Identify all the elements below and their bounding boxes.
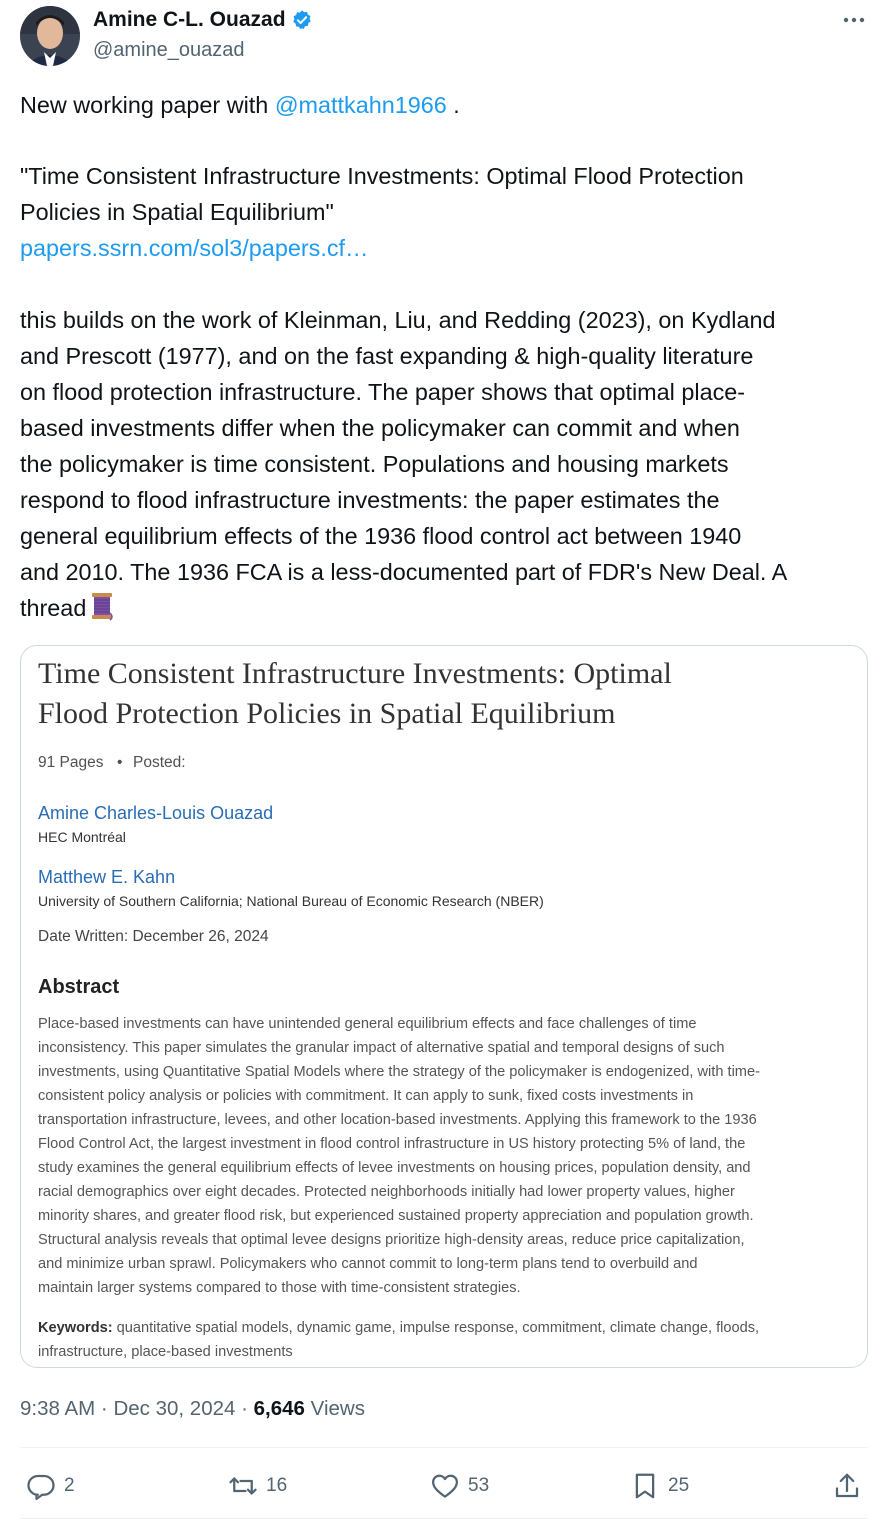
abstract-heading: Abstract xyxy=(38,976,120,998)
keywords-line-1 xyxy=(38,1316,759,1340)
abstract-line: Place-based investments can have unintended general equilibrium effects and face challenges of time xyxy=(38,1016,697,1032)
tweet-quote-line-1: "Time Consistent Infrastructure Investments: Optimal Flood Protection xyxy=(20,163,744,189)
abstract-line: Structural analysis reveals that optimal levee designs prioritize high-density areas, reduce price capitalization, xyxy=(38,1232,745,1248)
keywords-line-2: infrastructure, place-based investments xyxy=(38,1344,293,1360)
like-heart-icon xyxy=(430,1471,460,1501)
card-author-link[interactable]: Matthew E. Kahn xyxy=(38,867,176,887)
tweet-body-line: based investments differ when the policymaker can commit and when xyxy=(20,415,740,441)
share-button[interactable] xyxy=(832,1466,862,1506)
spool-of-thread-icon xyxy=(90,591,114,621)
abstract-line: minority shares, and greater flood risk, but experienced sustained property appreciation and population growth. xyxy=(38,1208,754,1224)
avatar[interactable] xyxy=(20,6,80,66)
bookmark-icon xyxy=(630,1471,660,1501)
abstract-line: and minimize urban sprawl. Policymakers who cannot commit to long-term plans tend to overbuild and xyxy=(38,1256,698,1272)
tweet-body-line: and 2010. The 1936 FCA is a less-documented part of FDR's New Deal. A xyxy=(20,559,788,585)
keywords-label: Keywords: xyxy=(38,1320,113,1336)
card-author-affiliation: HEC Montréal xyxy=(38,829,126,845)
abstract-line: racial demographics over eight decades. Protected neighborhoods initially had lower property values, higher xyxy=(38,1184,735,1200)
like-count: 53 xyxy=(468,1475,490,1496)
card-author-affiliation: University of Southern California; National Bureau of Economic Research (NBER) xyxy=(38,893,544,909)
author-name[interactable]: Amine C-L. Ouazad xyxy=(93,8,286,31)
posted-label: Posted: xyxy=(133,754,186,771)
abstract-line: inconsistency. This paper simulates the granular impact of alternative spatial and temporal designs of such xyxy=(38,1040,725,1056)
tweet-time[interactable]: 9:38 AM xyxy=(20,1397,96,1420)
paper-title-line-1: Time Consistent Infrastructure Investments: Optimal xyxy=(38,657,672,690)
bookmark-count: 25 xyxy=(668,1475,690,1496)
tweet-body-line: this builds on the work of Kleinman, Liu, and Redding (2023), on Kydland xyxy=(20,307,776,333)
divider xyxy=(20,1447,868,1448)
author-handle[interactable]: @amine_ouazad xyxy=(93,39,245,61)
tweet-body-last-line xyxy=(20,590,114,626)
tweet-body-line: general equilibrium effects of the 1936 flood control act between 1940 xyxy=(20,523,742,549)
paper-link[interactable]: papers.ssrn.com/sol3/papers.cf… xyxy=(20,235,369,261)
avatar-photo xyxy=(20,6,80,66)
date-written: Date Written: December 26, 2024 xyxy=(38,928,269,945)
card-author-link[interactable]: Amine Charles-Louis Ouazad xyxy=(38,803,274,823)
tweet-intro-end: . xyxy=(446,92,460,118)
paper-preview-card[interactable] xyxy=(20,645,868,1368)
divider xyxy=(20,1518,868,1519)
abstract-line: investments, using Quantitative Spatial Models where the strategy of the policymaker is endogenized, with time- xyxy=(38,1064,760,1080)
bookmark-button[interactable] xyxy=(630,1466,689,1506)
abstract-line: maintain larger systems compared to those with time-consistent strategies. xyxy=(38,1280,521,1296)
abstract-line: consistent policy analysis or policies with commitment. It can apply to sunk, fixed costs investments in xyxy=(38,1088,694,1104)
views-label: Views xyxy=(310,1397,365,1420)
tweet-intro-text: New working paper with xyxy=(20,92,275,118)
meta-dot: · xyxy=(100,1397,108,1420)
tweet-quote-line-2: Policies in Spatial Equilibrium" xyxy=(20,199,334,225)
reply-button[interactable] xyxy=(26,1466,75,1506)
verified-badge-icon xyxy=(291,9,313,31)
author-name-row[interactable] xyxy=(93,6,313,34)
tweet-body-line: on flood protection infrastructure. The paper shows that optimal place- xyxy=(20,379,746,405)
tweet-meta xyxy=(20,1394,365,1424)
like-button[interactable] xyxy=(430,1466,489,1506)
meta-separator: • xyxy=(117,754,123,771)
tweet-body-line: respond to flood infrastructure investments: the paper estimates the xyxy=(20,487,720,513)
views-count: 6,646 xyxy=(253,1397,305,1420)
tweet-body-line: the policymaker is time consistent. Populations and housing markets xyxy=(20,451,729,477)
tweet-date[interactable]: Dec 30, 2024 xyxy=(113,1397,236,1420)
share-icon xyxy=(832,1471,862,1501)
paper-title-line-2: Flood Protection Policies in Spatial Equilibrium xyxy=(38,697,616,730)
tweet-body-line: and Prescott (1977), and on the fast expanding & high-quality literature xyxy=(20,343,754,369)
page-count: 91 Pages xyxy=(38,754,104,771)
reply-count: 2 xyxy=(64,1475,75,1496)
abstract-line: Flood Control Act, the largest investment in flood control infrastructure in US history protecting 5% of land, the xyxy=(38,1136,746,1152)
reply-icon xyxy=(26,1471,56,1501)
abstract-line: study examines the general equilibrium effects of levee investments on housing prices, population density, and xyxy=(38,1160,751,1176)
more-horizontal-icon xyxy=(842,16,866,24)
tweet-last-word: thread xyxy=(20,595,87,621)
repost-count: 16 xyxy=(266,1475,288,1496)
abstract-line: transportation infrastructure, levees, and other location-based investments. Applying this framework to the 1936 xyxy=(38,1112,757,1128)
repost-button[interactable] xyxy=(228,1466,287,1506)
repost-icon xyxy=(228,1471,258,1501)
meta-dot: · xyxy=(241,1397,248,1420)
more-button[interactable] xyxy=(838,6,870,34)
mention-link[interactable]: @mattkahn1966 xyxy=(274,92,447,118)
tweet-line-intro xyxy=(20,87,460,123)
keywords-text: quantitative spatial models, dynamic game, impulse response, commitment, climate change, floods, xyxy=(112,1320,760,1336)
